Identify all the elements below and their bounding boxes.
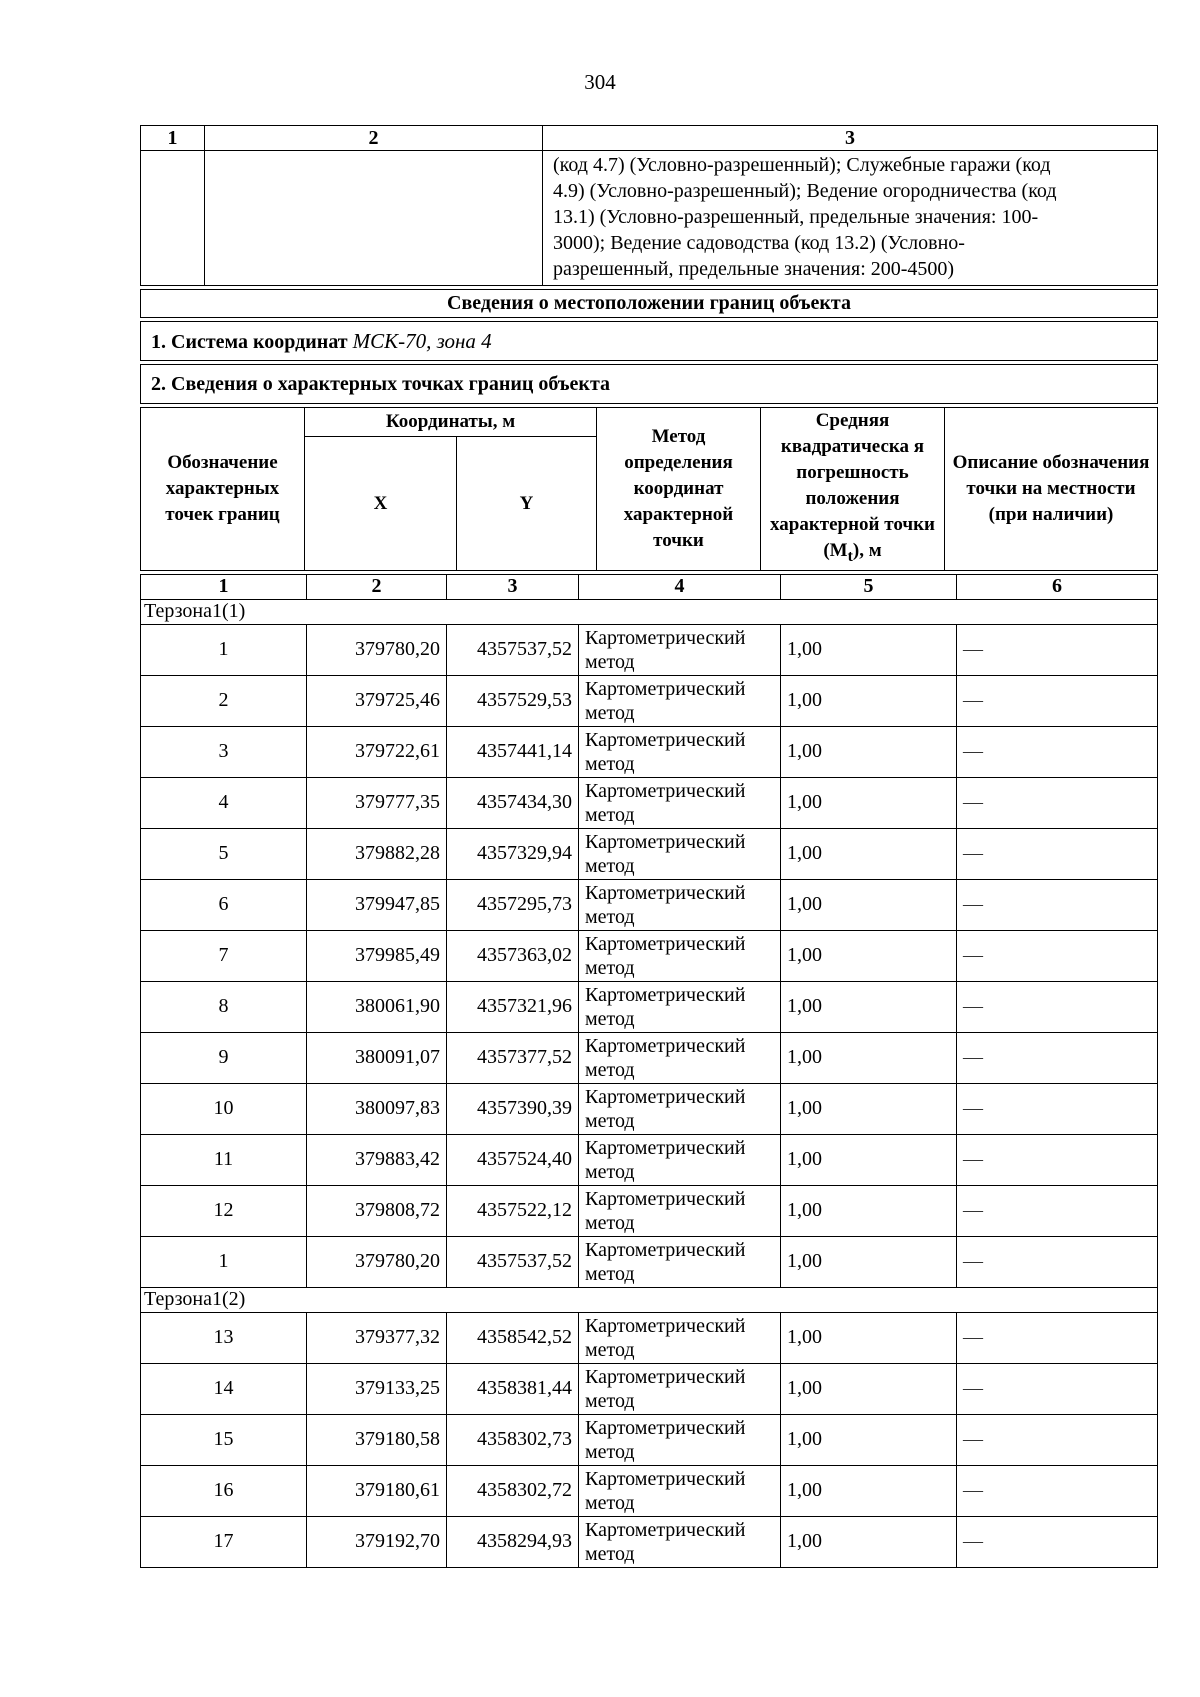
- document-body: [140, 125, 1158, 1568]
- coord-x: 380091,07: [307, 1032, 447, 1083]
- method: Картометрический метод: [579, 675, 781, 726]
- table-row: [141, 1185, 1158, 1236]
- description: —: [957, 777, 1158, 828]
- coord-y: 4357434,30: [447, 777, 579, 828]
- text-line: 4.9) (Условно-разрешенный); Ведение огородничества (код: [553, 180, 1057, 202]
- method: Картометрический метод: [579, 828, 781, 879]
- coord-x: 379808,72: [307, 1185, 447, 1236]
- point-number: 17: [141, 1516, 307, 1567]
- text-line: разрешенный, предельные значения: 200-4500): [553, 258, 955, 280]
- point-number: 1: [141, 624, 307, 675]
- point-number: 13: [141, 1312, 307, 1363]
- zone-name: Терзона1(2): [141, 1287, 1158, 1312]
- method: Картометрический метод: [579, 930, 781, 981]
- point-number: 3: [141, 726, 307, 777]
- error-value: 1,00: [781, 1083, 957, 1134]
- description: —: [957, 1414, 1158, 1465]
- method: Картометрический метод: [579, 1236, 781, 1287]
- method: Картометрический метод: [579, 1083, 781, 1134]
- table-row: [141, 1236, 1158, 1287]
- coord-x: 379882,28: [307, 828, 447, 879]
- head-error-text: Средняя квадратическа я погрешность положения характерной точки (M: [770, 410, 935, 561]
- coord-y: 4357522,12: [447, 1185, 579, 1236]
- coord-y: 4358542,52: [447, 1312, 579, 1363]
- text-line: 3000); Ведение садоводства (код 13.2) (Условно-: [553, 232, 965, 254]
- coord-x: 379722,61: [307, 726, 447, 777]
- description: —: [957, 930, 1158, 981]
- coord-y: 4357377,52: [447, 1032, 579, 1083]
- description: —: [957, 828, 1158, 879]
- method: Картометрический метод: [579, 1185, 781, 1236]
- coord-y: 4357537,52: [447, 1236, 579, 1287]
- section-title: Сведения о местоположении границ объекта: [140, 289, 1158, 318]
- description: —: [957, 1312, 1158, 1363]
- error-value: 1,00: [781, 1414, 957, 1465]
- error-value: 1,00: [781, 1185, 957, 1236]
- description: —: [957, 1134, 1158, 1185]
- head-method: Метод определения координат характерной точки: [597, 408, 761, 571]
- description: —: [957, 1032, 1158, 1083]
- head-designation: Обозначение характерных точек границ: [141, 408, 305, 571]
- coord-y: 4357295,73: [447, 879, 579, 930]
- col-number: 5: [781, 574, 957, 599]
- coord-y: 4358381,44: [447, 1363, 579, 1414]
- col-number: 6: [957, 574, 1158, 599]
- point-number: 14: [141, 1363, 307, 1414]
- point-number: 9: [141, 1032, 307, 1083]
- point-number: 4: [141, 777, 307, 828]
- point-number: 2: [141, 675, 307, 726]
- error-value: 1,00: [781, 1363, 957, 1414]
- top-col-header-3: 3: [543, 126, 1158, 151]
- coord-system-line: [140, 321, 1158, 361]
- table-row: [141, 981, 1158, 1032]
- point-number: 12: [141, 1185, 307, 1236]
- points-table-header: [140, 407, 1158, 571]
- coord-x: 380097,83: [307, 1083, 447, 1134]
- point-number: 16: [141, 1465, 307, 1516]
- error-value: 1,00: [781, 726, 957, 777]
- method: Картометрический метод: [579, 1516, 781, 1567]
- description: —: [957, 624, 1158, 675]
- top-table-header-row: [141, 126, 1158, 151]
- coord-x: 379780,20: [307, 1236, 447, 1287]
- method: Картометрический метод: [579, 777, 781, 828]
- description: —: [957, 1083, 1158, 1134]
- description: —: [957, 726, 1158, 777]
- error-value: 1,00: [781, 777, 957, 828]
- coord-y: 4357321,96: [447, 981, 579, 1032]
- head-error-sub: t: [847, 547, 853, 565]
- table-row: [141, 1312, 1158, 1363]
- point-number: 10: [141, 1083, 307, 1134]
- table-row: [141, 930, 1158, 981]
- point-number: 6: [141, 879, 307, 930]
- error-value: 1,00: [781, 981, 957, 1032]
- head-description: Описание обозначения точки на местности (при наличии): [945, 408, 1158, 571]
- error-value: 1,00: [781, 1236, 957, 1287]
- table-row: [141, 1516, 1158, 1567]
- coord-x: 379377,32: [307, 1312, 447, 1363]
- error-value: 1,00: [781, 624, 957, 675]
- coord-y: 4357329,94: [447, 828, 579, 879]
- coord-y: 4358302,72: [447, 1465, 579, 1516]
- point-number: 11: [141, 1134, 307, 1185]
- table-row: [141, 1465, 1158, 1516]
- table-row: [141, 675, 1158, 726]
- coord-x: 379777,35: [307, 777, 447, 828]
- top-col-header-2: 2: [205, 126, 543, 151]
- table-row: [141, 1032, 1158, 1083]
- table-row: [141, 624, 1158, 675]
- error-value: 1,00: [781, 1465, 957, 1516]
- coord-x: 379780,20: [307, 624, 447, 675]
- head-coords: Координаты, м: [305, 408, 597, 437]
- coord-y: 4357529,53: [447, 675, 579, 726]
- coord-x: 379180,61: [307, 1465, 447, 1516]
- zone-name: Терзона1(1): [141, 599, 1158, 624]
- coord-y: 4357537,52: [447, 624, 579, 675]
- coord-y: 4358302,73: [447, 1414, 579, 1465]
- point-number: 1: [141, 1236, 307, 1287]
- head-y: Y: [457, 437, 597, 571]
- top-col-header-1: 1: [141, 126, 205, 151]
- coord-x: 379985,49: [307, 930, 447, 981]
- method: Картометрический метод: [579, 1363, 781, 1414]
- method: Картометрический метод: [579, 1465, 781, 1516]
- error-value: 1,00: [781, 675, 957, 726]
- error-value: 1,00: [781, 1134, 957, 1185]
- coord-x: 379725,46: [307, 675, 447, 726]
- error-value: 1,00: [781, 828, 957, 879]
- description: —: [957, 1516, 1158, 1567]
- description: —: [957, 981, 1158, 1032]
- coord-y: 4357524,40: [447, 1134, 579, 1185]
- method: Картометрический метод: [579, 981, 781, 1032]
- page-number: 304: [584, 70, 616, 94]
- head-error-tail: ), м: [852, 540, 882, 561]
- head-error: [761, 408, 945, 571]
- coord-y: 4357390,39: [447, 1083, 579, 1134]
- method: Картометрический метод: [579, 1134, 781, 1185]
- point-number: 8: [141, 981, 307, 1032]
- error-value: 1,00: [781, 879, 957, 930]
- table-row: [141, 1414, 1158, 1465]
- coord-system-label: 1. Система координат: [151, 331, 348, 353]
- table-row: [141, 1363, 1158, 1414]
- zone-row: [141, 599, 1158, 624]
- method: Картометрический метод: [579, 726, 781, 777]
- top-cell-empty-2: [205, 151, 543, 286]
- points-table: [140, 574, 1158, 1568]
- description: —: [957, 879, 1158, 930]
- col-number: 3: [447, 574, 579, 599]
- table-row: [141, 777, 1158, 828]
- coord-x: 379192,70: [307, 1516, 447, 1567]
- zone-row: [141, 1287, 1158, 1312]
- point-number: 5: [141, 828, 307, 879]
- description: —: [957, 675, 1158, 726]
- method: Картометрический метод: [579, 879, 781, 930]
- top-table: [140, 125, 1158, 286]
- method: Картометрический метод: [579, 1414, 781, 1465]
- coord-x: 379180,58: [307, 1414, 447, 1465]
- col-number: 2: [307, 574, 447, 599]
- coord-y: 4357363,02: [447, 930, 579, 981]
- error-value: 1,00: [781, 1032, 957, 1083]
- permitted-use-text: [543, 151, 1158, 286]
- coord-x: 379883,42: [307, 1134, 447, 1185]
- table-row: [141, 879, 1158, 930]
- method: Картометрический метод: [579, 1312, 781, 1363]
- table-row: [141, 1134, 1158, 1185]
- top-cell-empty-1: [141, 151, 205, 286]
- coord-x: 380061,90: [307, 981, 447, 1032]
- col-number: 4: [579, 574, 781, 599]
- points-table-body: [141, 574, 1158, 1567]
- error-value: 1,00: [781, 1312, 957, 1363]
- description: —: [957, 1363, 1158, 1414]
- point-number: 15: [141, 1414, 307, 1465]
- description: —: [957, 1465, 1158, 1516]
- coord-x: 379133,25: [307, 1363, 447, 1414]
- text-line: (код 4.7) (Условно-разрешенный); Служебные гаражи (код: [553, 154, 1051, 176]
- point-number: 7: [141, 930, 307, 981]
- method: Картометрический метод: [579, 1032, 781, 1083]
- description: —: [957, 1236, 1158, 1287]
- column-numbers-row: [141, 574, 1158, 599]
- coord-x: 379947,85: [307, 879, 447, 930]
- head-x: X: [305, 437, 457, 571]
- top-table-row: [141, 151, 1158, 286]
- coord-y: 4357441,14: [447, 726, 579, 777]
- points-title: 2. Сведения о характерных точках границ объекта: [140, 364, 1158, 404]
- error-value: 1,00: [781, 1516, 957, 1567]
- description: —: [957, 1185, 1158, 1236]
- coord-y: 4358294,93: [447, 1516, 579, 1567]
- coord-system-value: МСК-70, зона 4: [352, 329, 492, 353]
- table-row: [141, 726, 1158, 777]
- error-value: 1,00: [781, 930, 957, 981]
- col-number: 1: [141, 574, 307, 599]
- table-row: [141, 828, 1158, 879]
- table-row: [141, 1083, 1158, 1134]
- method: Картометрический метод: [579, 624, 781, 675]
- text-line: 13.1) (Условно-разрешенный, предельные значения: 100-: [553, 206, 1039, 228]
